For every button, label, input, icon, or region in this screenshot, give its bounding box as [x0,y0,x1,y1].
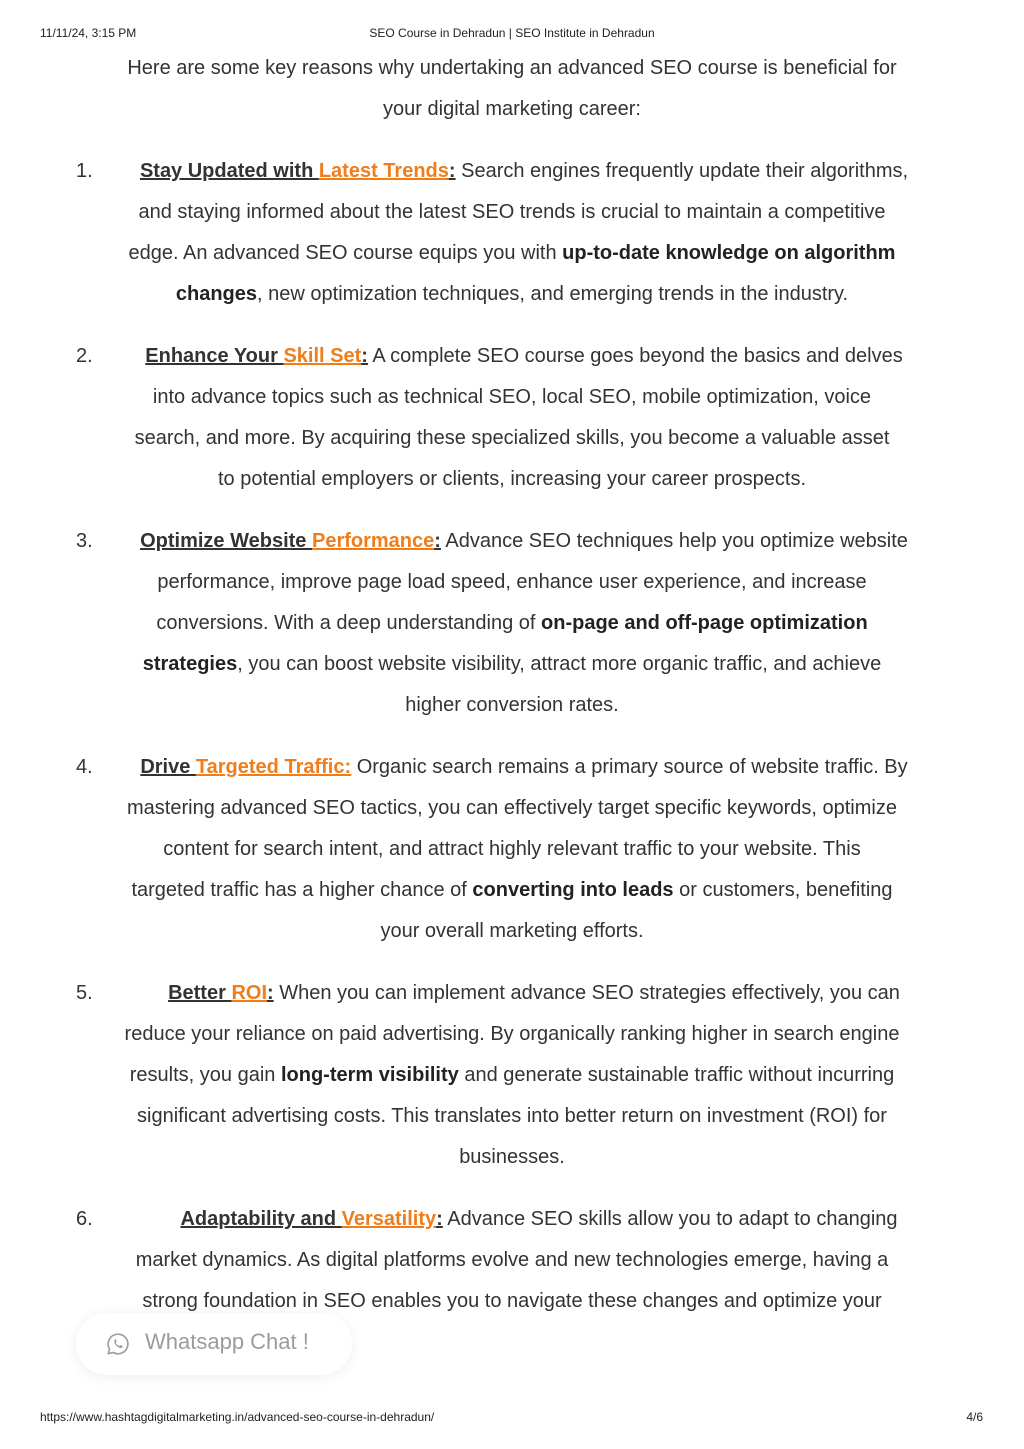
item-text: mastering advanced SEO tactics, you can effectively target specific keywords, optimize [127,797,897,819]
item-heading-colon: : [448,160,456,182]
item-heading-text: Adaptability and [180,1208,342,1230]
item-heading-keyword-link[interactable]: Performance [311,530,435,552]
item-text: When you can implement advance SEO strategies effectively, you can [273,982,900,1004]
item-heading-text: Enhance Your [145,345,284,367]
item-text: Advance SEO skills allow you to adapt to changing [442,1208,898,1230]
print-page-title: SEO Course in Dehradun | SEO Institute in Dehradun [369,26,655,40]
print-url: https://www.hashtagdigitalmarketing.in/advanced-seo-course-in-dehradun/ [40,1410,435,1424]
item-text: Search engines frequently update their algorithms, [455,160,909,182]
list-item [0,1199,1024,1322]
whatsapp-icon [106,1332,130,1356]
item-text: or customers, benefiting [673,879,893,901]
item-heading-colon: : [436,1208,443,1230]
item-heading-text: Better [168,982,232,1004]
print-footer [0,1410,1024,1430]
item-heading-text: Drive [140,756,196,778]
item-heading-keyword-link[interactable]: ROI [231,982,267,1004]
list-item [0,336,1024,500]
item-heading-text: Optimize Website [140,530,312,552]
item-bold-text: changes [175,283,258,305]
item-text: market dynamics. As digital platforms evolve and new technologies emerge, having a [135,1249,889,1271]
item-heading-keyword-link[interactable]: Latest Trends [318,160,449,182]
item-bold-text: converting into leads [472,879,674,901]
item-heading-link[interactable] [140,756,351,778]
list-item-number: 5. [76,982,93,1004]
item-heading-colon: : [267,982,274,1004]
item-text: significant advertising costs. This translates into better return on investment (ROI) for [137,1105,887,1127]
print-header [0,24,1024,44]
item-text: content for search intent, and attract highly relevant traffic to your website. This [163,838,861,860]
item-heading-keyword-link[interactable]: Skill Set [283,345,362,367]
item-text: results, you gain [129,1064,281,1086]
print-page-number: 4/6 [966,1410,983,1424]
print-date: 11/11/24, 3:15 PM [40,26,137,40]
list-item-number: 1. [76,160,93,182]
list-item-number: 3. [76,530,93,552]
list-item-number: 4. [76,756,93,778]
item-heading-colon: : [361,345,368,367]
item-heading-link[interactable] [145,345,368,367]
item-heading-link[interactable] [140,530,441,552]
intro-line-1: Here are some key reasons why undertaking an advanced SEO course is beneficial for [127,57,897,79]
item-text: Organic search remains a primary source of website traffic. By [351,756,908,778]
list-item [0,521,1024,726]
list-item [0,973,1024,1178]
article-content [0,48,1024,1322]
item-bold-text: long-term visibility [280,1064,459,1086]
item-text: and generate sustainable traffic without incurring [458,1064,895,1086]
item-text: performance, improve page load speed, enhance user experience, and increase [157,571,867,593]
whatsapp-chat-label: Whatsapp Chat ! [145,1329,309,1354]
item-heading-link[interactable] [140,160,456,182]
item-text: businesses. [459,1146,565,1168]
item-heading-text: Stay Updated with [139,160,319,182]
intro-paragraph [0,48,1024,130]
item-text: to potential employers or clients, increasing your career prospects. [217,468,807,490]
item-heading-colon: : [434,530,441,552]
item-bold-text: on-page and off-page optimization [541,612,868,634]
list-item [0,747,1024,952]
item-text: reduce your reliance on paid advertising. By organically ranking higher in search engine [124,1023,900,1045]
list-item [0,151,1024,315]
list-item-number: 6. [76,1208,93,1230]
item-text: , new optimization techniques, and emerging trends in the industry. [257,283,849,305]
item-heading-keyword-link[interactable]: Targeted Traffic: [195,756,352,778]
item-heading-link[interactable] [168,982,274,1004]
item-text: into advance topics such as technical SEO, local SEO, mobile optimization, voice [152,386,872,408]
item-heading-keyword-link[interactable]: Versatility [341,1208,437,1230]
item-text: A complete SEO course goes beyond the basics and delves [367,345,903,367]
item-bold-text: strategies [142,653,238,675]
item-text: strong foundation in SEO enables you to navigate these changes and optimize your [142,1290,882,1312]
item-text: conversions. With a deep understanding of [156,612,542,634]
item-bold-text: up-to-date knowledge on algorithm [562,242,896,264]
item-text: search, and more. By acquiring these specialized skills, you become a valuable asset [134,427,890,449]
item-text: edge. An advanced SEO course equips you with [128,242,563,264]
item-text: , you can boost website visibility, attract more organic traffic, and achieve [237,653,882,675]
list-item-number: 2. [76,345,93,367]
item-text: your overall marketing efforts. [380,920,644,942]
intro-line-2: your digital marketing career: [383,98,641,120]
item-text: higher conversion rates. [405,694,619,716]
item-text: Advance SEO techniques help you optimize website [440,530,908,552]
whatsapp-chat-button[interactable] [76,1313,352,1375]
item-heading-link[interactable] [180,1208,442,1230]
item-text: and staying informed about the latest SEO trends is crucial to maintain a competitive [138,201,886,223]
item-text: targeted traffic has a higher chance of [131,879,473,901]
